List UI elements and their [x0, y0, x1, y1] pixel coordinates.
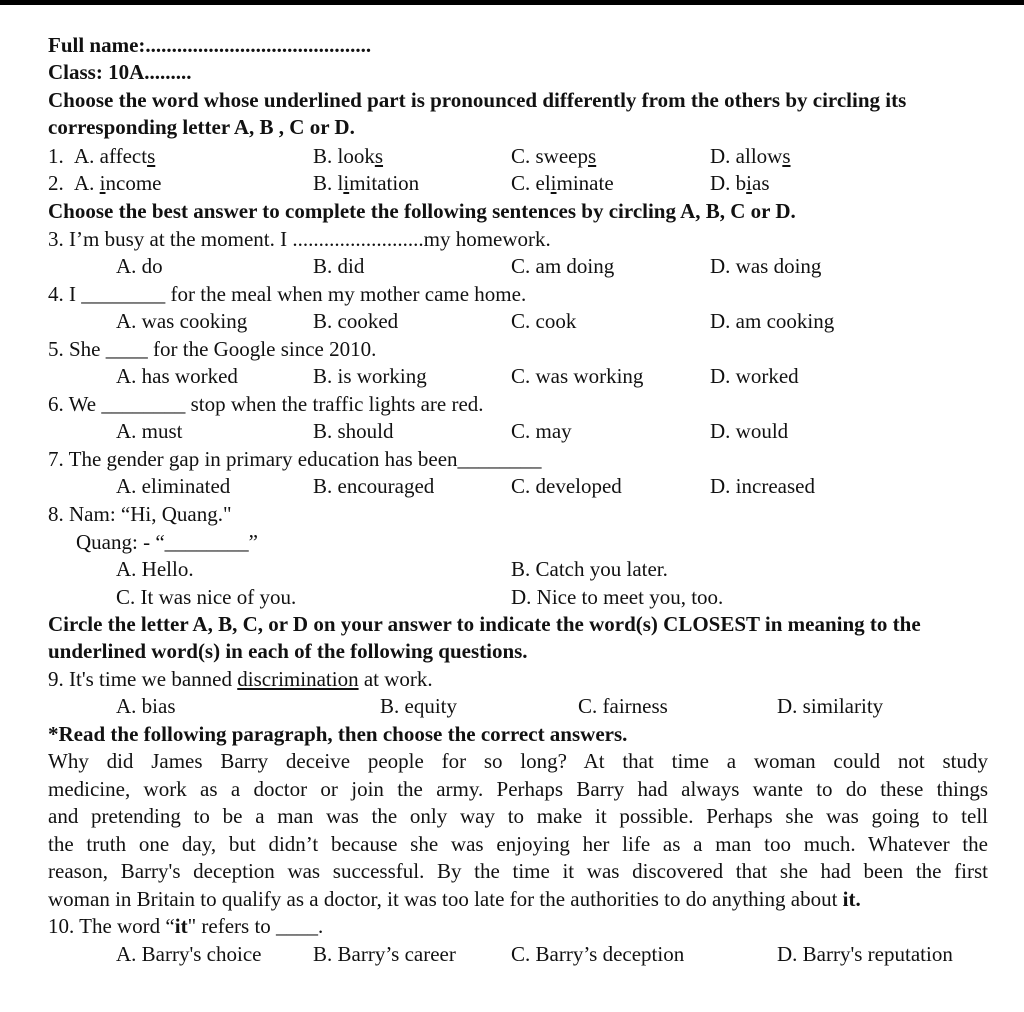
- q8-option-b: B. Catch you later.: [511, 557, 668, 581]
- q6-option-a: A. must: [116, 419, 183, 443]
- q10-option-c: C. Barry’s deception: [511, 942, 685, 966]
- q2-option-c: C. eliminate: [511, 171, 614, 195]
- q8-option-d: D. Nice to meet you, too.: [511, 585, 724, 609]
- paragraph-line-1: Why did James Barry deceive people for so long? At that time a woman could not study: [48, 749, 988, 773]
- q4-option-d: D. am cooking: [710, 309, 835, 333]
- section-4-instruction: *Read the following paragraph, then choose the correct answers.: [48, 722, 628, 746]
- q3-option-d: D. was doing: [710, 254, 822, 278]
- q7-option-b: B. encouraged: [313, 474, 435, 498]
- q6-option-d: D. would: [710, 419, 789, 443]
- q5-stem: 5. She ____ for the Google since 2010.: [48, 337, 377, 361]
- q2-number: 2.: [48, 171, 64, 195]
- q8-stem: 8. Nam: “Hi, Quang.": [48, 502, 232, 526]
- paragraph-line-3: and pretending to be a man was the only way to make it possible. Perhaps she was going to tell: [48, 804, 988, 828]
- q1-option-c: C. sweeps: [511, 144, 597, 168]
- full-name-line: Full name:...........................................: [48, 33, 372, 57]
- q6-option-b: B. should: [313, 419, 394, 443]
- q4-option-a: A. was cooking: [116, 309, 248, 333]
- section-3-instruction: Circle the letter A, B, C, or D on your answer to indicate the word(s) CLOSEST in meaning to the underlined word(s) in each of the following questions.: [48, 612, 921, 663]
- q10-option-a: A. Barry's choice: [116, 942, 262, 966]
- q8-option-c: C. It was nice of you.: [116, 585, 297, 609]
- q10-stem: 10. The word “it" refers to ____.: [48, 914, 324, 938]
- q5-option-c: C. was working: [511, 364, 644, 388]
- q9-option-c: C. fairness: [578, 694, 668, 718]
- q6-stem: 6. We ________ stop when the traffic lights are red.: [48, 392, 484, 416]
- q7-option-a: A. eliminated: [116, 474, 231, 498]
- q2-option-d: D. bias: [710, 171, 770, 195]
- q6-option-c: C. may: [511, 419, 572, 443]
- q10-option-b: B. Barry’s career: [313, 942, 456, 966]
- q1-number: 1.: [48, 144, 64, 168]
- q5-option-d: D. worked: [710, 364, 799, 388]
- class-line: Class: 10A.........: [48, 60, 192, 84]
- q1-option-d: D. allows: [710, 144, 791, 168]
- q9-option-a: A. bias: [116, 694, 176, 718]
- q7-option-c: C. developed: [511, 474, 622, 498]
- q3-option-a: A. do: [116, 254, 163, 278]
- paragraph-line-6: woman in Britain to qualify as a doctor, it was too late for the authorities to do anything about it.: [48, 887, 861, 911]
- q8-reply: Quang: - “________”: [76, 530, 258, 554]
- q5-option-a: A. has worked: [116, 364, 238, 388]
- q4-option-b: B. cooked: [313, 309, 399, 333]
- q9-stem: 9. It's time we banned discrimination at work.: [48, 667, 433, 691]
- q2-option-b: B. limitation: [313, 171, 420, 195]
- q5-option-b: B. is working: [313, 364, 427, 388]
- q9-option-d: D. similarity: [777, 694, 884, 718]
- q3-option-b: B. did: [313, 254, 365, 278]
- q10-option-d: D. Barry's reputation: [777, 942, 953, 966]
- q4-option-c: C. cook: [511, 309, 577, 333]
- paragraph-line-4: the truth one day, but didn’t because she was enjoying her life as a man too much. Whatever the: [48, 832, 988, 856]
- section-1-instruction: Choose the word whose underlined part is pronounced differently from the others by circling its corresponding letter A, B , C or D.: [48, 88, 907, 139]
- q9-option-b: B. equity: [380, 694, 457, 718]
- q1-option-a: A. affects: [74, 144, 156, 168]
- q7-option-d: D. increased: [710, 474, 815, 498]
- q8-option-a: A. Hello.: [116, 557, 194, 581]
- q3-stem: 3. I’m busy at the moment. I .........................my homework.: [48, 227, 551, 251]
- paragraph-line-2: medicine, work as a doctor or join the army. Perhaps Barry had always wante to do these things: [48, 777, 988, 801]
- q3-option-c: C. am doing: [511, 254, 615, 278]
- q9-underlined-word: discrimination: [237, 667, 359, 691]
- paragraph-line-5: reason, Barry's deception was successful. By the time it was discovered that she had been the first: [48, 859, 988, 883]
- q7-stem: 7. The gender gap in primary education has been________: [48, 447, 542, 471]
- q4-stem: 4. I ________ for the meal when my mother came home.: [48, 282, 527, 306]
- section-2-instruction: Choose the best answer to complete the following sentences by circling A, B, C or D.: [48, 199, 796, 223]
- q1-option-b: B. looks: [313, 144, 384, 168]
- q2-option-a: A. income: [74, 171, 162, 195]
